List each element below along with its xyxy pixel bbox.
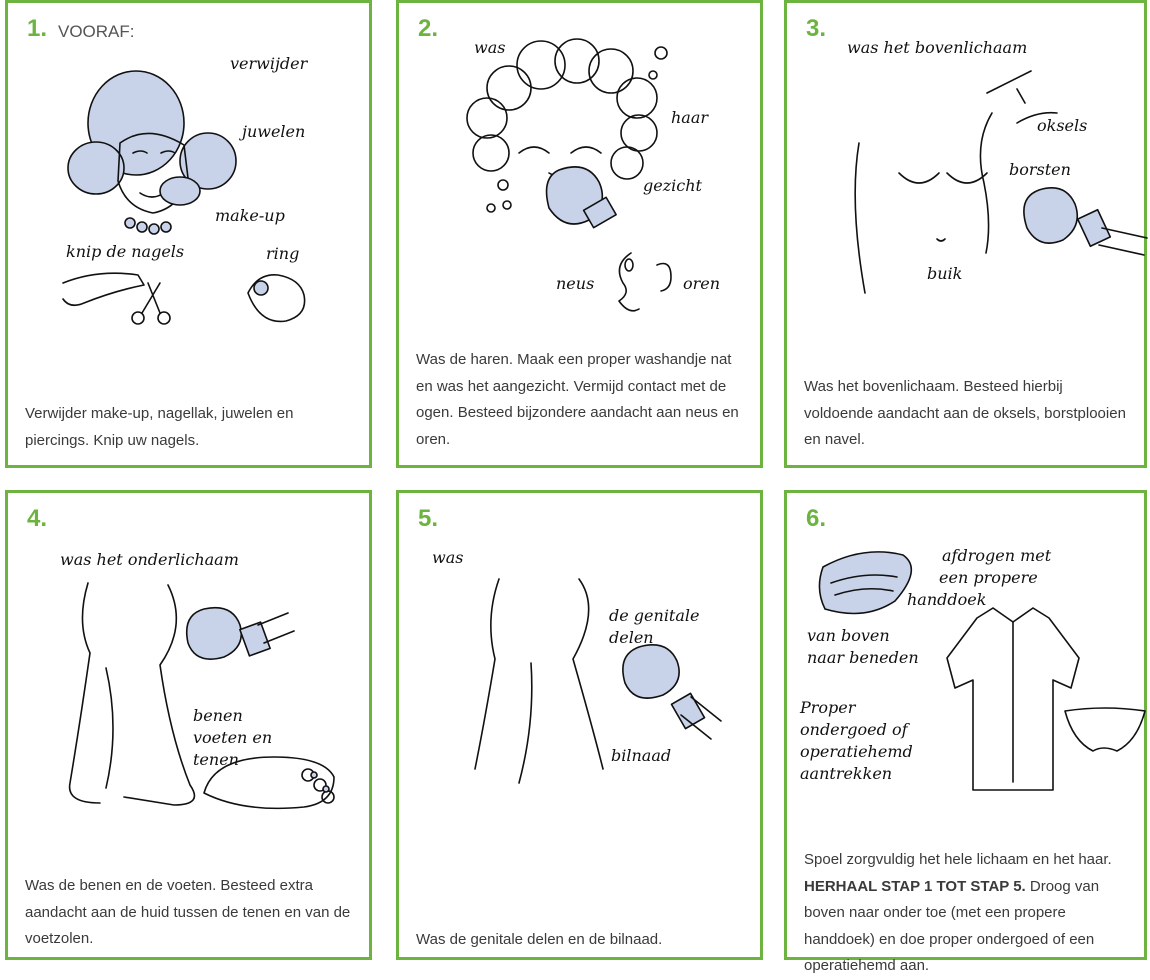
step-description: Was de genitale delen en de bilnaad. <box>416 931 663 948</box>
label-buik: buik <box>927 264 963 283</box>
label-delen: delen <box>609 628 654 647</box>
label-ring: ring <box>266 244 300 263</box>
label-afdrogen-met: afdrogen met <box>942 546 1052 565</box>
label-de-genitale: de genitale <box>609 606 700 625</box>
label-was: was <box>432 548 464 567</box>
lower-body-illustration <box>399 493 766 823</box>
legs-illustration <box>8 493 375 823</box>
label-benen: benen <box>193 706 243 725</box>
step-description <box>804 847 1132 980</box>
step-card-2 <box>396 0 763 468</box>
label-make-up: make-up <box>215 206 285 225</box>
label-tenen: tenen <box>193 750 239 769</box>
label-een-propere: een propere <box>939 568 1038 587</box>
label-juwelen: juwelen <box>242 122 306 141</box>
step-number: 3. <box>806 15 827 42</box>
step-card-6 <box>784 490 1147 974</box>
description-part-1: Spoel zorgvuldig het hele lichaam en het haar. <box>804 851 1112 868</box>
label-was-het-onderlichaam: was het onderlichaam <box>60 550 239 569</box>
label-bilnaad: bilnaad <box>611 746 672 765</box>
label-handdoek: handdoek <box>907 590 987 609</box>
label-was: was <box>474 38 506 57</box>
label-knip-de-nagels: knip de nagels <box>66 242 185 261</box>
label-oksels: oksels <box>1037 116 1088 135</box>
step-card-5 <box>396 490 763 960</box>
label-proper: Proper <box>800 698 856 717</box>
label-ondergoed-of: ondergoed of <box>800 720 908 739</box>
label-aantrekken: aantrekken <box>800 764 893 783</box>
step-number: 5. <box>418 505 439 532</box>
label-neus: neus <box>556 274 595 293</box>
step-number: 4. <box>27 505 48 532</box>
step-heading: VOORAF: <box>58 22 135 41</box>
label-was-het-bovenlichaam: was het bovenlichaam <box>847 38 1028 57</box>
step-description: Was de benen en de voeten. Besteed extra aandacht aan de huid tussen de tenen en van de voetzolen. <box>25 877 351 947</box>
label-oren: oren <box>683 274 721 293</box>
step-number: 1. <box>27 15 48 42</box>
label-haar: haar <box>671 108 709 127</box>
step-card-3 <box>784 0 1147 468</box>
step-description: Was de haren. Maak een proper washandje nat en was het aangezicht. Vermijd contact met de ogen. Besteed bijzondere aandacht aan neus en oren. <box>416 351 739 448</box>
step-description: Was het bovenlichaam. Besteed hierbij voldoende aandacht aan de oksels, borstplooien en navel. <box>804 378 1126 448</box>
step-description: Verwijder make-up, nagellak, juwelen en piercings. Knip uw nagels. <box>25 405 294 449</box>
label-voeten-en: voeten en <box>193 728 273 747</box>
label-gezicht: gezicht <box>643 176 702 195</box>
step-card-1 <box>5 0 372 468</box>
label-verwijder: verwijder <box>230 54 308 73</box>
description-bold: HERHAAL STAP 1 TOT STAP 5. <box>804 877 1026 895</box>
label-naar-beneden: naar beneden <box>807 648 919 667</box>
step-number: 2. <box>418 15 439 42</box>
label-operatiehemd: operatiehemd <box>800 742 913 761</box>
woman-face-illustration <box>8 3 375 363</box>
label-borsten: borsten <box>1009 160 1071 179</box>
step-card-4 <box>5 490 372 960</box>
description-part-2: Droog van boven naar onder toe (met een propere handdoek) en doe proper ondergoed of een operatiehemd aan. <box>804 877 1100 974</box>
step-number: 6. <box>806 505 827 532</box>
label-van-boven: van boven <box>807 626 890 645</box>
